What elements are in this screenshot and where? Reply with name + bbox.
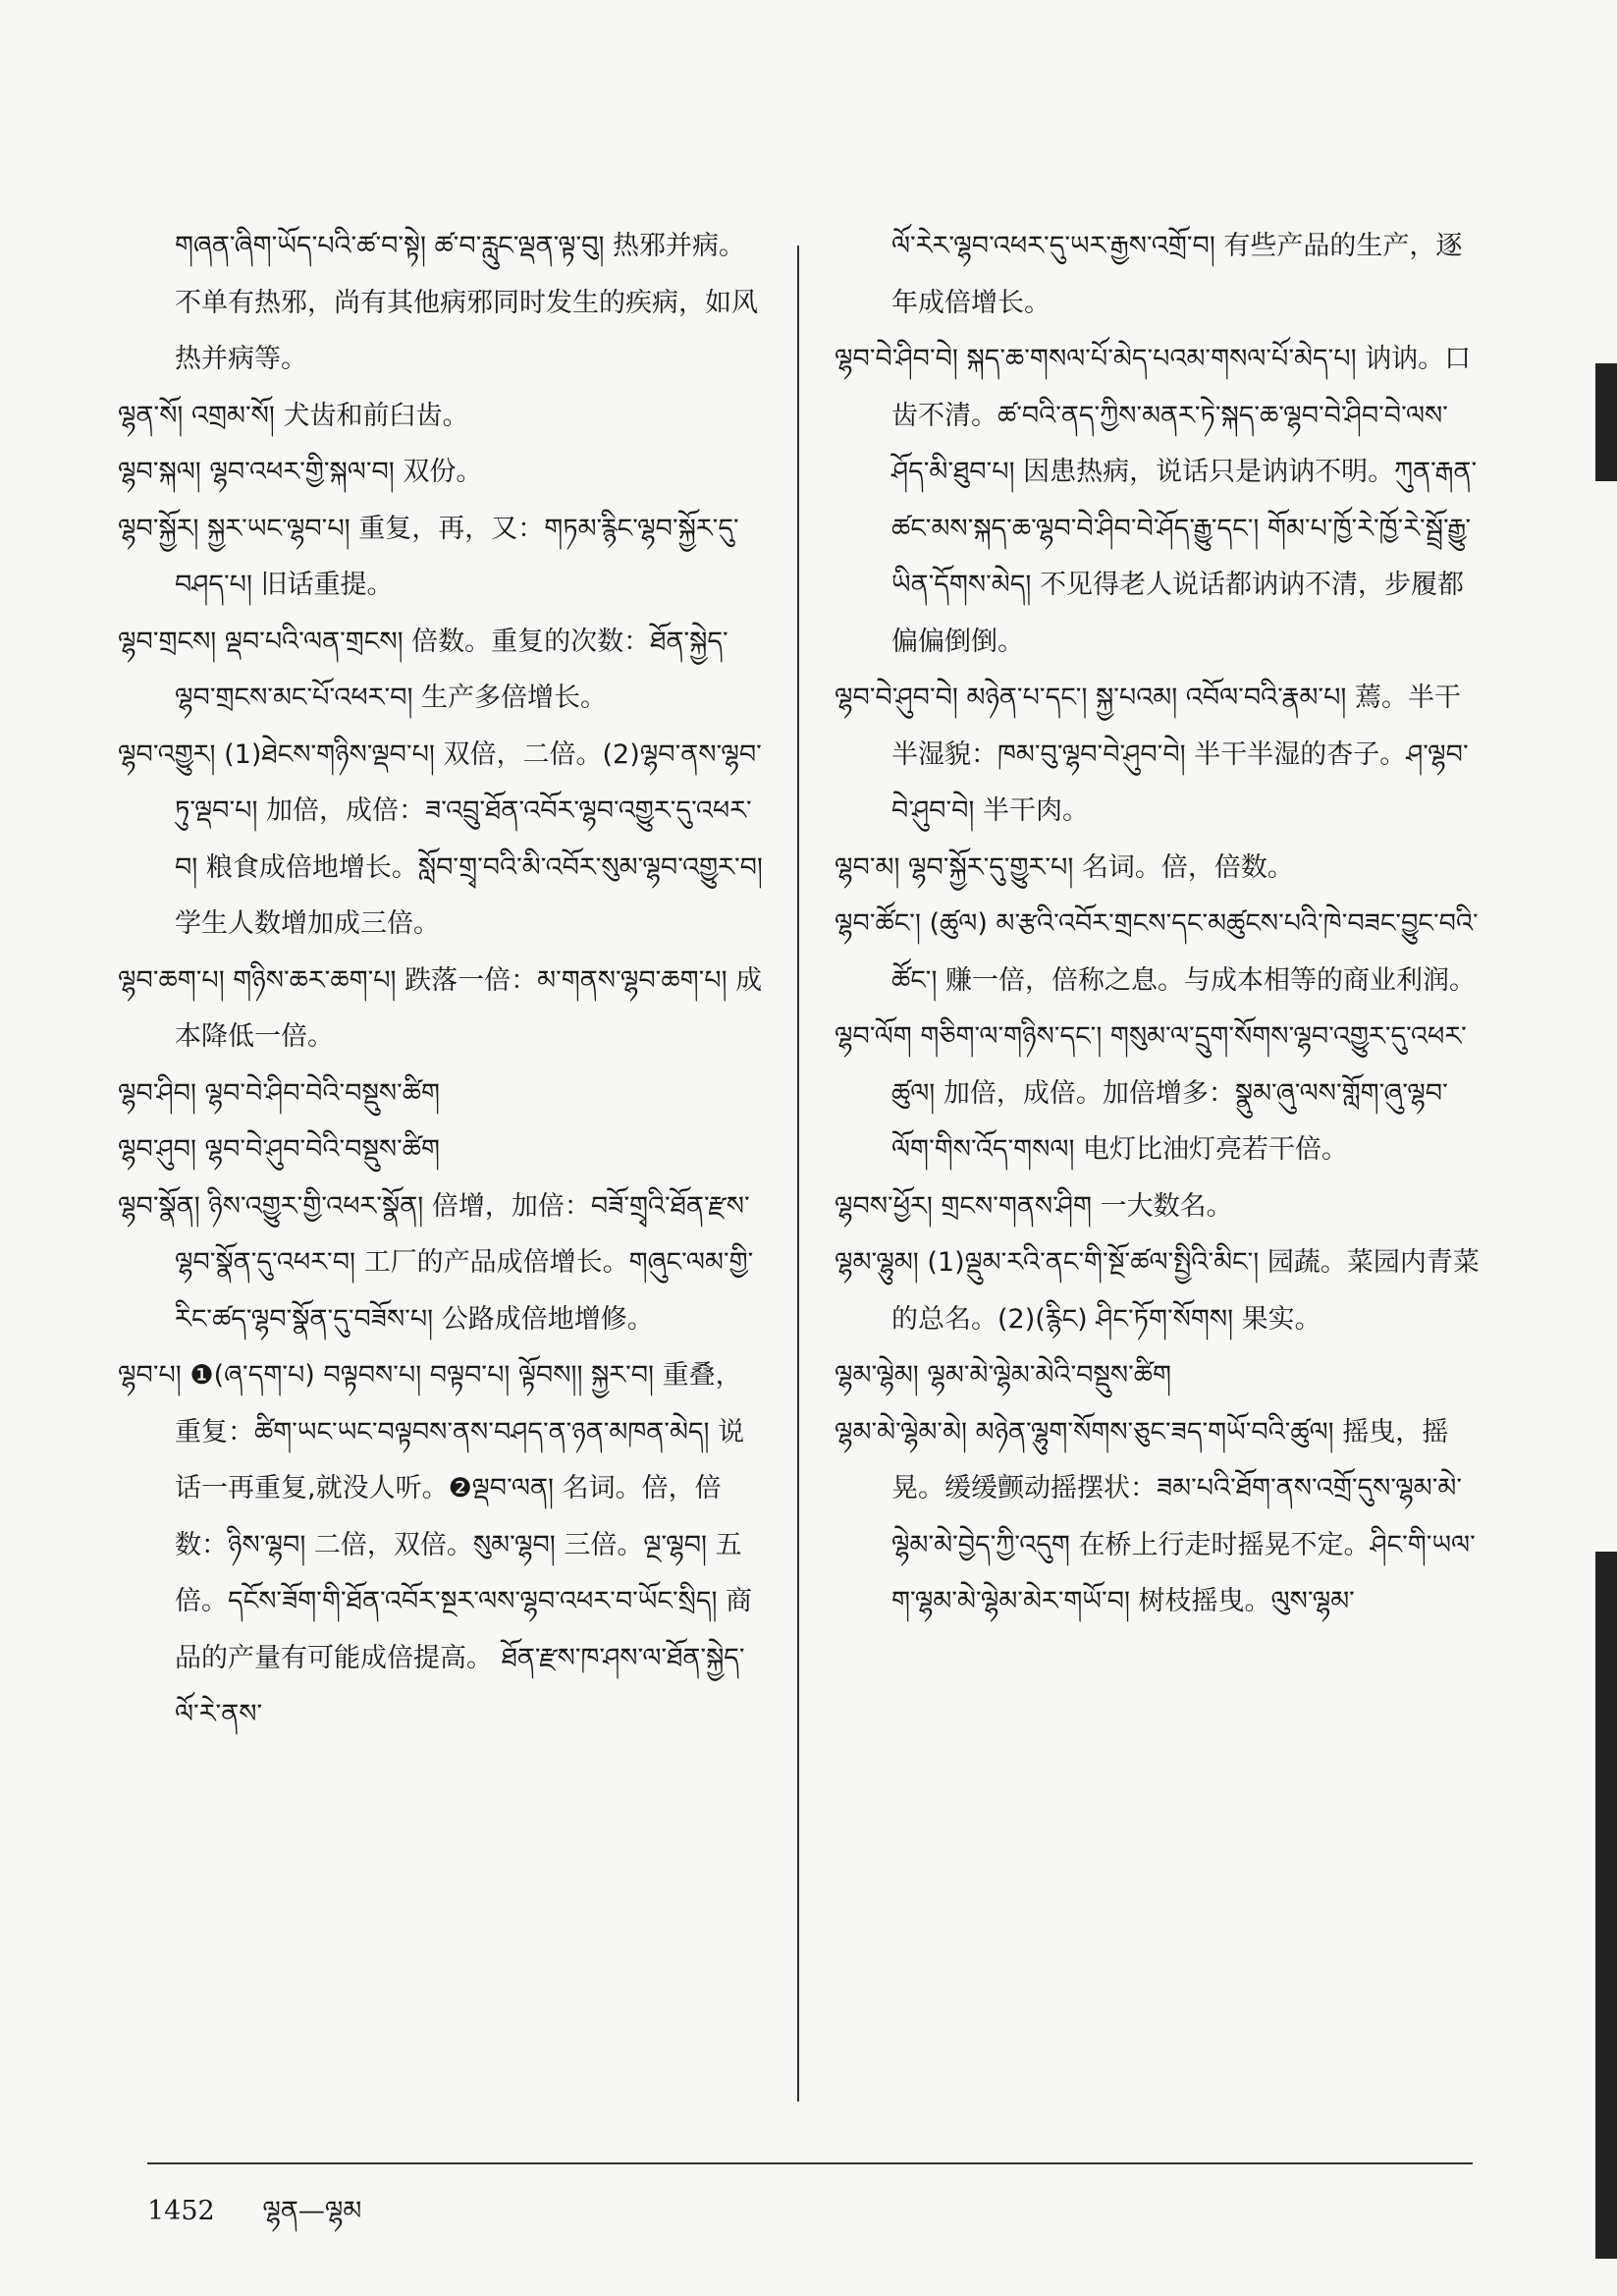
- dictionary-entry: ལྷབ་མ། ལྷབ་སྐྱོར་དུ་གྱུར་པ། 名词。倍，倍数。: [835, 851, 1294, 883]
- running-head: ལྷན—ལྷམ: [262, 2196, 362, 2226]
- dictionary-entry: ལྷམ་ལྷུམ། (1)ལྡུམ་རའི་ནང་གི་སྔོ་ཚལ་སྤྱིའི་མིང་། 园蔬。菜园内青菜的总名。(2)(རྙིང) ཤིང་ཏོག་སོགས། 果实。: [835, 1247, 1480, 1335]
- scan-edge-mark: [1595, 1552, 1617, 2259]
- dictionary-entry: ལྷམ་ལྷེམ། ལྷམ་མེ་ལྷེམ་མེའི་བསྡུས་ཚིག: [835, 1360, 1171, 1391]
- page-number: 1452: [147, 2196, 215, 2226]
- dictionary-entry: ལྷབ་ཤུབ། ལྷབ་བེ་ཤུབ་བེའི་བསྡུས་ཚིག: [118, 1134, 441, 1165]
- dictionary-entry: ལྷབ་སྐྱོར། སྐྱར་ཡང་ལྷབ་པ། 重复，再，又：གཏམ་རྙིང་ལྷབ་སྐྱོར་དུ་བཤད་པ། 旧话重提。: [118, 513, 739, 600]
- dictionary-entry: ལྷབ་པ། ❶(ཞ་དག་པ) བལྟབས་པ། བལྟབ་པ། ལྟོབས།། སྐྱར་བ། 重叠，重复：ཚིག་ཡང་ཡང་བལྟབས་ནས་བཤད་ན་ཉན་མཁན་མེད། 说话一再重复,就没人听。❷ལྡབ་ལན། 名词。倍，倍数：ཉིས་ལྷབ། 二倍，双倍。སུམ་ལྷབ། 三倍。ལྔ་ལྷབ། 五倍。དངོས་ཟོག་གི་ཐོན་འབོར་སྔར་ལས་ལྷབ་འཕར་བ་ཡོང་སྲིད། 商品的产量有可能成倍提高。 ཐོན་རྫས་ཁ་ཤས་ལ་ཐོན་སྐྱེད་ལོ་རེ་ནས་: [118, 1360, 753, 1729]
- dictionary-entry: ལྷབ་ཚོང་། (ཚུལ) མ་རྩའི་འབོར་གྲངས་དང་མཚུངས་པའི་ཁེ་བཟང་བྱུང་བའི་ཚོང་། 赚一倍，倍称之息。与成本相等的商业利润。: [835, 908, 1479, 996]
- dictionary-entry: གཞན་ཞིག་ཡོད་པའི་ཚ་བ་སྟེ། ཚ་བ་རླུང་ལྡན་ལྟ་བུ། 热邪并病。不单有热邪，尚有其他病邪同时发生的疾病，如风热并病等。: [175, 231, 758, 374]
- dictionary-entry: ལྷབ་གྲངས། ལྡབ་པའི་ལན་གྲངས། 倍数。重复的次数：ཐོན་སྐྱེད་ལྷབ་གྲངས་མང་པོ་འཕར་བ། 生产多倍增长。: [118, 626, 728, 713]
- dictionary-entry: ལྷབ་སྣོན། ཉིས་འགྱུར་གྱི་འཕར་སྣོན། 倍增，加倍：བཟོ་གྲྭའི་ཐོན་རྫས་ལྷབ་སྣོན་དུ་འཕར་བ། 工厂的产品成倍增长。གཞུང་ལམ་གྱི་རིང་ཚད་ལྷབ་སྣོན་དུ་བཟོས་པ། 公路成倍地增修。: [118, 1190, 754, 1335]
- dictionary-entry: ལྷབ་ཤིབ། ལྷབ་བེ་ཤིབ་བེའི་བསྡུས་ཚིག: [118, 1077, 441, 1109]
- dictionary-entry: ལྷབ་ཆག་པ། གཉིས་ཆར་ཆག་པ། 跌落一倍：མ་གནས་ལྷབ་ཆག་པ། 成本降低一倍。: [118, 964, 763, 1052]
- dictionary-entry: ལྷབ་བེ་ཤུབ་བེ། མཉེན་པ་དང་། སྐྱ་པའམ། འབོལ་བའི་རྣམ་པ། 蔫。半干半湿貌：ཁམ་བུ་ལྷབ་བེ་ཤུབ་བེ། 半干半湿的杏子。ཤ་ལྷབ་བེ་ཤུབ་བེ། 半干肉。: [835, 683, 1469, 826]
- dictionary-entry: ལྷབ་ལོག གཅིག་ལ་གཉིས་དང་། གསུམ་ལ་དྲུག་སོགས་ལྷབ་འགྱུར་དུ་འཕར་ཚུལ། 加倍，成倍。加倍增多：སྣུམ་ཞུ་ལས་གློག་ཞུ་ལྷབ་ལོག་གིས་འོད་གསལ། 电灯比油灯亮若干倍。: [835, 1021, 1467, 1165]
- dictionary-entry: ལྷབས་ཕྱོར། གྲངས་གནས་ཤིག 一大数名。: [835, 1190, 1233, 1222]
- scan-edge-mark: [1595, 363, 1617, 481]
- dictionary-entry: ལྷབ་འགྱུར། (1)ཐེངས་གཉིས་ལྡབ་པ། 双倍，二倍。(2)ལྷབ་ནས་ལྷབ་ཏུ་ལྡབ་པ། 加倍，成倍：ཟ་འབྲུ་ཐོན་འབོར་ལྷབ་འགྱུར་དུ་འཕར་བ། 粮食成倍地增长。སློབ་གྲྭ་བའི་མི་འབོར་སུམ་ལྷབ་འགྱུར་བ། 学生人数增加成三倍。: [118, 738, 763, 939]
- right-column: [835, 218, 1482, 1630]
- dictionary-entry: ལྷམ་མེ་ལྷེམ་མེ། མཉེན་ལྷུག་སོགས་ཅུང་ཟད་གཡོ་བའི་ཚུལ། 摇曳，摇晃。缓缓颤动摇摆状：ཟམ་པའི་ཐོག་ནས་འགྲོ་དུས་ལྷམ་མེ་ལྷེམ་མེ་བྱེད་ཀྱི་འདུག 在桥上行走时摇晃不定。ཤིང་གི་ཡལ་ག་ལྷམ་མེ་ལྷེམ་མེར་གཡོ་བ། 树枝摇曳。ལུས་ལྷམ་: [835, 1416, 1476, 1616]
- dictionary-entry: ལྷབ་བེ་ཤིབ་བེ། སྐད་ཆ་གསལ་པོ་མེད་པའམ་གསལ་པོ་མེད་པ། 讷讷。口齿不清。ཚ་བའི་ནད་ཀྱིས་མནར་ཏེ་སྐད་ཆ་ལྷབ་བེ་ཤིབ་བེ་ལས་ཤོད་མི་ཐུབ་པ། 因患热病，说话只是讷讷不明。ཀུན་རྒན་ཚང་མས་སྐད་ཆ་ལྷབ་བེ་ཤིབ་བེ་ཤོད་རྒྱུ་དང་། གོམ་པ་ཁྱོ་རེ་ཁྱོ་རེ་སྦྲོ་རྒྱུ་ཡིན་དོགས་མེད། 不见得老人说话都讷讷不清，步履都偏偏倒倒。: [835, 344, 1478, 657]
- column-divider: [797, 246, 799, 2102]
- page-footer: [147, 2192, 401, 2231]
- left-column: [118, 218, 766, 1743]
- dictionary-entry: ལོ་རེར་ལྷབ་འཕར་དུ་ཡར་རྒྱས་འགྲོ་བ། 有些产品的生产，逐年成倍增长。: [891, 231, 1463, 318]
- dictionary-entry: ལྷབ་སྐལ། ལྷབ་འཕར་གྱི་སྐལ་བ། 双份。: [118, 457, 483, 487]
- footer-rule: [147, 2162, 1473, 2164]
- dictionary-entry: ལྷན་སོ། འགྲམ་སོ། 犬齿和前臼齿。: [118, 400, 469, 431]
